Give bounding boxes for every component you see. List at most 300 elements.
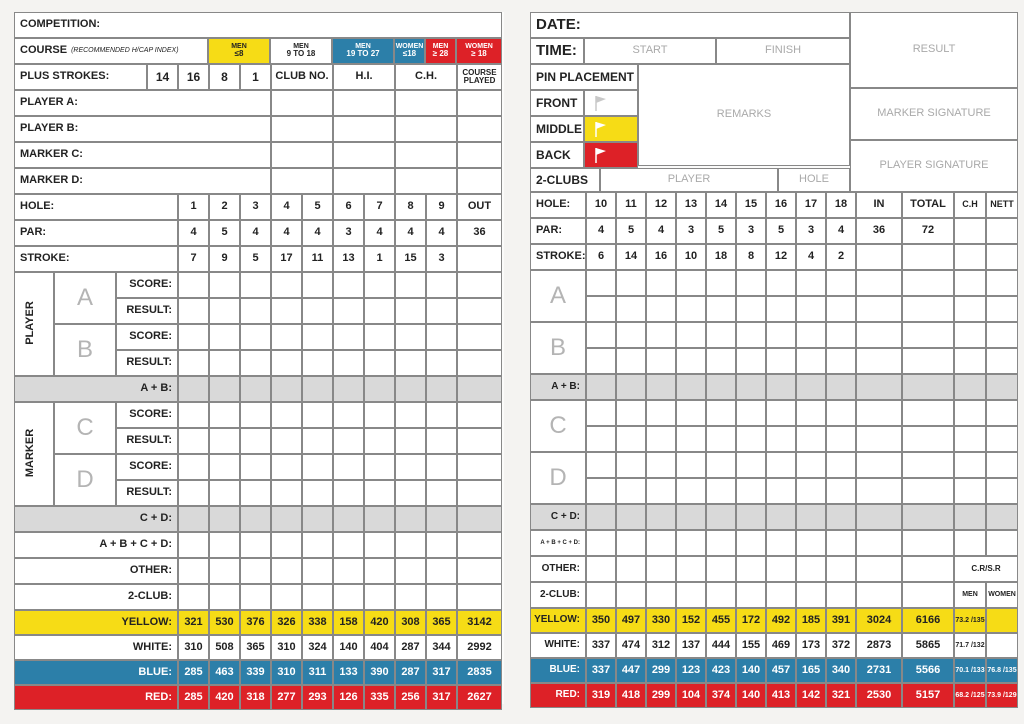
score-cell[interactable] <box>766 582 796 608</box>
score-cell[interactable] <box>395 376 426 402</box>
score-total-cell[interactable] <box>457 532 502 558</box>
score-cell[interactable] <box>333 584 364 610</box>
score-cell[interactable] <box>706 374 736 400</box>
score-cell[interactable] <box>706 400 736 426</box>
score-cell[interactable] <box>209 558 240 584</box>
score-cell[interactable] <box>426 532 457 558</box>
score-total-cell[interactable] <box>902 426 954 452</box>
score-cell[interactable] <box>426 480 457 506</box>
score-cell[interactable] <box>240 402 271 428</box>
score-cell[interactable] <box>796 556 826 582</box>
score-cell[interactable] <box>616 582 646 608</box>
club-no-input[interactable] <box>271 142 333 168</box>
score-total-cell[interactable] <box>856 530 902 556</box>
score-cell[interactable] <box>676 270 706 296</box>
score-cell[interactable] <box>736 400 766 426</box>
score-cell[interactable] <box>426 402 457 428</box>
score-cell[interactable] <box>333 272 364 298</box>
score-cell[interactable] <box>676 348 706 374</box>
score-cell[interactable] <box>302 558 333 584</box>
score-cell[interactable] <box>826 530 856 556</box>
score-cell[interactable] <box>333 324 364 350</box>
score-cell[interactable] <box>736 530 766 556</box>
score-total-cell[interactable] <box>856 452 902 478</box>
score-cell[interactable] <box>706 582 736 608</box>
score-cell[interactable] <box>240 324 271 350</box>
score-cell[interactable] <box>586 296 616 322</box>
score-cell[interactable] <box>796 504 826 530</box>
ch-input[interactable] <box>395 90 457 116</box>
score-total-cell[interactable] <box>856 426 902 452</box>
score-cell[interactable] <box>586 478 616 504</box>
score-cell[interactable] <box>736 452 766 478</box>
score-cell[interactable] <box>766 400 796 426</box>
score-total-cell[interactable] <box>954 452 986 478</box>
score-cell[interactable] <box>302 376 333 402</box>
score-total-cell[interactable] <box>954 270 986 296</box>
score-cell[interactable] <box>646 582 676 608</box>
score-cell[interactable] <box>426 558 457 584</box>
score-cell[interactable] <box>178 506 209 532</box>
score-cell[interactable] <box>240 532 271 558</box>
course-played-input[interactable] <box>457 90 502 116</box>
score-cell[interactable] <box>706 452 736 478</box>
ch-input[interactable] <box>395 116 457 142</box>
score-cell[interactable] <box>736 322 766 348</box>
score-cell[interactable] <box>736 504 766 530</box>
score-cell[interactable] <box>178 454 209 480</box>
score-cell[interactable] <box>736 348 766 374</box>
score-cell[interactable] <box>646 400 676 426</box>
score-cell[interactable] <box>706 530 736 556</box>
score-cell[interactable] <box>240 428 271 454</box>
score-total-cell[interactable] <box>856 296 902 322</box>
score-cell[interactable] <box>209 584 240 610</box>
player-name-row[interactable]: PLAYER B: <box>14 116 271 142</box>
score-total-cell[interactable] <box>457 428 502 454</box>
two-clubs-player-field[interactable]: PLAYER <box>600 168 778 192</box>
score-cell[interactable] <box>271 558 302 584</box>
score-cell[interactable] <box>586 270 616 296</box>
score-cell[interactable] <box>616 530 646 556</box>
score-total-cell[interactable] <box>986 400 1018 426</box>
score-cell[interactable] <box>364 454 395 480</box>
score-cell[interactable] <box>826 322 856 348</box>
score-cell[interactable] <box>364 272 395 298</box>
score-total-cell[interactable] <box>902 556 954 582</box>
score-cell[interactable] <box>796 530 826 556</box>
score-cell[interactable] <box>302 272 333 298</box>
score-cell[interactable] <box>364 480 395 506</box>
score-total-cell[interactable] <box>457 298 502 324</box>
hi-input[interactable] <box>333 168 395 194</box>
score-cell[interactable] <box>178 480 209 506</box>
score-cell[interactable] <box>826 556 856 582</box>
score-cell[interactable] <box>178 376 209 402</box>
score-total-cell[interactable] <box>457 480 502 506</box>
score-cell[interactable] <box>796 452 826 478</box>
score-cell[interactable] <box>364 298 395 324</box>
score-cell[interactable] <box>178 324 209 350</box>
score-cell[interactable] <box>736 556 766 582</box>
score-total-cell[interactable] <box>856 270 902 296</box>
score-cell[interactable] <box>796 348 826 374</box>
date-field[interactable]: DATE: <box>530 12 850 38</box>
score-cell[interactable] <box>646 504 676 530</box>
score-cell[interactable] <box>333 298 364 324</box>
score-cell[interactable] <box>333 480 364 506</box>
score-cell[interactable] <box>333 402 364 428</box>
score-cell[interactable] <box>395 350 426 376</box>
score-cell[interactable] <box>426 324 457 350</box>
score-cell[interactable] <box>616 504 646 530</box>
score-total-cell[interactable] <box>902 322 954 348</box>
score-total-cell[interactable] <box>457 402 502 428</box>
score-cell[interactable] <box>646 348 676 374</box>
score-cell[interactable] <box>796 322 826 348</box>
score-total-cell[interactable] <box>954 400 986 426</box>
score-cell[interactable] <box>395 558 426 584</box>
score-cell[interactable] <box>302 584 333 610</box>
score-total-cell[interactable] <box>954 530 986 556</box>
score-cell[interactable] <box>395 402 426 428</box>
score-cell[interactable] <box>209 324 240 350</box>
score-total-cell[interactable] <box>986 322 1018 348</box>
score-cell[interactable] <box>178 350 209 376</box>
score-cell[interactable] <box>240 506 271 532</box>
score-total-cell[interactable] <box>457 376 502 402</box>
score-cell[interactable] <box>736 270 766 296</box>
score-cell[interactable] <box>364 558 395 584</box>
score-cell[interactable] <box>616 322 646 348</box>
score-cell[interactable] <box>271 506 302 532</box>
score-cell[interactable] <box>586 374 616 400</box>
score-cell[interactable] <box>766 426 796 452</box>
score-cell[interactable] <box>178 558 209 584</box>
score-cell[interactable] <box>333 428 364 454</box>
score-cell[interactable] <box>209 480 240 506</box>
score-cell[interactable] <box>586 582 616 608</box>
score-cell[interactable] <box>586 530 616 556</box>
score-cell[interactable] <box>395 532 426 558</box>
score-cell[interactable] <box>766 452 796 478</box>
score-cell[interactable] <box>826 270 856 296</box>
score-cell[interactable] <box>646 556 676 582</box>
score-cell[interactable] <box>826 400 856 426</box>
score-cell[interactable] <box>302 532 333 558</box>
score-cell[interactable] <box>395 272 426 298</box>
score-cell[interactable] <box>302 402 333 428</box>
score-cell[interactable] <box>706 426 736 452</box>
score-cell[interactable] <box>240 558 271 584</box>
score-cell[interactable] <box>826 426 856 452</box>
score-cell[interactable] <box>676 374 706 400</box>
score-cell[interactable] <box>796 400 826 426</box>
score-cell[interactable] <box>796 582 826 608</box>
score-cell[interactable] <box>302 480 333 506</box>
course-played-input[interactable] <box>457 116 502 142</box>
score-cell[interactable] <box>364 402 395 428</box>
score-cell[interactable] <box>646 478 676 504</box>
score-total-cell[interactable] <box>902 374 954 400</box>
score-cell[interactable] <box>706 348 736 374</box>
score-total-cell[interactable] <box>457 558 502 584</box>
score-cell[interactable] <box>736 296 766 322</box>
score-cell[interactable] <box>736 426 766 452</box>
club-no-input[interactable] <box>271 168 333 194</box>
score-cell[interactable] <box>240 376 271 402</box>
marker-signature-box[interactable]: MARKER SIGNATURE <box>850 88 1018 140</box>
score-cell[interactable] <box>302 350 333 376</box>
score-cell[interactable] <box>333 454 364 480</box>
score-cell[interactable] <box>426 376 457 402</box>
score-cell[interactable] <box>271 350 302 376</box>
score-cell[interactable] <box>364 350 395 376</box>
score-total-cell[interactable] <box>902 348 954 374</box>
score-cell[interactable] <box>395 324 426 350</box>
score-cell[interactable] <box>646 322 676 348</box>
score-total-cell[interactable] <box>986 296 1018 322</box>
score-cell[interactable] <box>586 322 616 348</box>
score-cell[interactable] <box>271 428 302 454</box>
score-cell[interactable] <box>616 374 646 400</box>
score-cell[interactable] <box>333 532 364 558</box>
score-cell[interactable] <box>333 506 364 532</box>
score-cell[interactable] <box>209 376 240 402</box>
score-total-cell[interactable] <box>902 296 954 322</box>
score-cell[interactable] <box>302 298 333 324</box>
score-cell[interactable] <box>796 270 826 296</box>
result-box[interactable]: RESULT <box>850 12 1018 88</box>
score-cell[interactable] <box>302 324 333 350</box>
score-cell[interactable] <box>426 454 457 480</box>
score-cell[interactable] <box>676 322 706 348</box>
score-total-cell[interactable] <box>986 426 1018 452</box>
remarks-box[interactable]: REMARKS <box>638 64 850 166</box>
score-cell[interactable] <box>676 530 706 556</box>
score-cell[interactable] <box>333 558 364 584</box>
score-cell[interactable] <box>178 402 209 428</box>
score-cell[interactable] <box>676 582 706 608</box>
hi-input[interactable] <box>333 90 395 116</box>
score-cell[interactable] <box>706 296 736 322</box>
score-cell[interactable] <box>676 426 706 452</box>
score-cell[interactable] <box>676 478 706 504</box>
player-name-row[interactable]: MARKER C: <box>14 142 271 168</box>
score-cell[interactable] <box>766 530 796 556</box>
score-cell[interactable] <box>586 504 616 530</box>
score-cell[interactable] <box>240 480 271 506</box>
score-cell[interactable] <box>616 426 646 452</box>
score-total-cell[interactable] <box>954 426 986 452</box>
score-cell[interactable] <box>302 506 333 532</box>
score-cell[interactable] <box>676 296 706 322</box>
score-total-cell[interactable] <box>902 452 954 478</box>
score-cell[interactable] <box>676 556 706 582</box>
score-cell[interactable] <box>616 270 646 296</box>
hi-input[interactable] <box>333 116 395 142</box>
score-total-cell[interactable] <box>902 478 954 504</box>
score-total-cell[interactable] <box>954 348 986 374</box>
score-cell[interactable] <box>826 478 856 504</box>
score-cell[interactable] <box>395 428 426 454</box>
score-cell[interactable] <box>706 478 736 504</box>
score-cell[interactable] <box>426 584 457 610</box>
score-cell[interactable] <box>736 374 766 400</box>
score-cell[interactable] <box>736 478 766 504</box>
score-cell[interactable] <box>395 584 426 610</box>
score-cell[interactable] <box>796 426 826 452</box>
score-total-cell[interactable] <box>457 272 502 298</box>
score-total-cell[interactable] <box>986 530 1018 556</box>
score-cell[interactable] <box>586 348 616 374</box>
score-total-cell[interactable] <box>954 296 986 322</box>
score-cell[interactable] <box>646 530 676 556</box>
score-cell[interactable] <box>209 298 240 324</box>
score-cell[interactable] <box>333 350 364 376</box>
score-cell[interactable] <box>796 296 826 322</box>
score-cell[interactable] <box>395 506 426 532</box>
score-cell[interactable] <box>586 452 616 478</box>
score-cell[interactable] <box>766 504 796 530</box>
score-cell[interactable] <box>826 348 856 374</box>
score-total-cell[interactable] <box>986 478 1018 504</box>
score-cell[interactable] <box>586 556 616 582</box>
score-cell[interactable] <box>586 426 616 452</box>
club-no-input[interactable] <box>271 90 333 116</box>
score-total-cell[interactable] <box>856 348 902 374</box>
score-cell[interactable] <box>178 584 209 610</box>
score-cell[interactable] <box>766 556 796 582</box>
score-total-cell[interactable] <box>954 374 986 400</box>
score-cell[interactable] <box>178 532 209 558</box>
score-cell[interactable] <box>271 402 302 428</box>
score-cell[interactable] <box>706 556 736 582</box>
score-total-cell[interactable] <box>457 506 502 532</box>
score-cell[interactable] <box>796 374 826 400</box>
score-total-cell[interactable] <box>954 322 986 348</box>
score-cell[interactable] <box>271 298 302 324</box>
score-cell[interactable] <box>766 270 796 296</box>
course-played-input[interactable] <box>457 142 502 168</box>
score-cell[interactable] <box>240 298 271 324</box>
score-cell[interactable] <box>209 428 240 454</box>
score-cell[interactable] <box>395 480 426 506</box>
score-cell[interactable] <box>616 452 646 478</box>
score-cell[interactable] <box>426 350 457 376</box>
score-cell[interactable] <box>706 322 736 348</box>
score-cell[interactable] <box>646 296 676 322</box>
score-cell[interactable] <box>616 478 646 504</box>
score-cell[interactable] <box>766 296 796 322</box>
score-cell[interactable] <box>706 270 736 296</box>
score-cell[interactable] <box>736 582 766 608</box>
score-cell[interactable] <box>364 584 395 610</box>
score-cell[interactable] <box>240 272 271 298</box>
score-cell[interactable] <box>826 582 856 608</box>
ch-input[interactable] <box>395 168 457 194</box>
score-cell[interactable] <box>616 556 646 582</box>
score-cell[interactable] <box>209 454 240 480</box>
finish-field[interactable]: FINISH <box>716 38 850 64</box>
score-cell[interactable] <box>364 324 395 350</box>
score-cell[interactable] <box>826 504 856 530</box>
score-total-cell[interactable] <box>986 270 1018 296</box>
score-cell[interactable] <box>178 272 209 298</box>
player-name-row[interactable]: MARKER D: <box>14 168 271 194</box>
score-total-cell[interactable] <box>954 478 986 504</box>
score-total-cell[interactable] <box>856 478 902 504</box>
score-cell[interactable] <box>209 532 240 558</box>
score-cell[interactable] <box>826 452 856 478</box>
score-cell[interactable] <box>646 426 676 452</box>
score-total-cell[interactable] <box>856 400 902 426</box>
score-cell[interactable] <box>209 350 240 376</box>
score-cell[interactable] <box>766 322 796 348</box>
score-total-cell[interactable] <box>902 582 954 608</box>
score-cell[interactable] <box>826 296 856 322</box>
score-total-cell[interactable] <box>856 322 902 348</box>
ch-input[interactable] <box>395 142 457 168</box>
score-total-cell[interactable] <box>457 454 502 480</box>
score-cell[interactable] <box>271 584 302 610</box>
player-name-row[interactable]: PLAYER A: <box>14 90 271 116</box>
score-total-cell[interactable] <box>856 556 902 582</box>
score-cell[interactable] <box>426 428 457 454</box>
start-field[interactable]: START <box>584 38 716 64</box>
score-cell[interactable] <box>676 504 706 530</box>
score-cell[interactable] <box>616 400 646 426</box>
score-cell[interactable] <box>395 298 426 324</box>
score-cell[interactable] <box>426 272 457 298</box>
player-signature-box[interactable]: PLAYER SIGNATURE <box>850 140 1018 192</box>
score-cell[interactable] <box>271 376 302 402</box>
score-cell[interactable] <box>706 504 736 530</box>
score-cell[interactable] <box>209 506 240 532</box>
score-cell[interactable] <box>676 400 706 426</box>
score-cell[interactable] <box>271 532 302 558</box>
score-cell[interactable] <box>616 348 646 374</box>
score-cell[interactable] <box>271 272 302 298</box>
score-cell[interactable] <box>209 272 240 298</box>
score-total-cell[interactable] <box>856 374 902 400</box>
score-total-cell[interactable] <box>986 452 1018 478</box>
two-clubs-hole-field[interactable]: HOLE <box>778 168 850 192</box>
score-cell[interactable] <box>395 454 426 480</box>
score-cell[interactable] <box>333 376 364 402</box>
club-no-input[interactable] <box>271 116 333 142</box>
score-cell[interactable] <box>240 454 271 480</box>
score-cell[interactable] <box>646 270 676 296</box>
score-cell[interactable] <box>796 478 826 504</box>
score-cell[interactable] <box>209 402 240 428</box>
score-cell[interactable] <box>178 298 209 324</box>
score-cell[interactable] <box>364 428 395 454</box>
score-total-cell[interactable] <box>457 584 502 610</box>
score-cell[interactable] <box>364 506 395 532</box>
score-cell[interactable] <box>676 452 706 478</box>
score-cell[interactable] <box>271 454 302 480</box>
score-total-cell[interactable] <box>902 400 954 426</box>
score-cell[interactable] <box>240 350 271 376</box>
score-cell[interactable] <box>240 584 271 610</box>
score-total-cell[interactable] <box>986 374 1018 400</box>
score-cell[interactable] <box>302 454 333 480</box>
score-cell[interactable] <box>766 478 796 504</box>
score-total-cell[interactable] <box>902 270 954 296</box>
score-cell[interactable] <box>616 296 646 322</box>
score-total-cell[interactable] <box>986 504 1018 530</box>
